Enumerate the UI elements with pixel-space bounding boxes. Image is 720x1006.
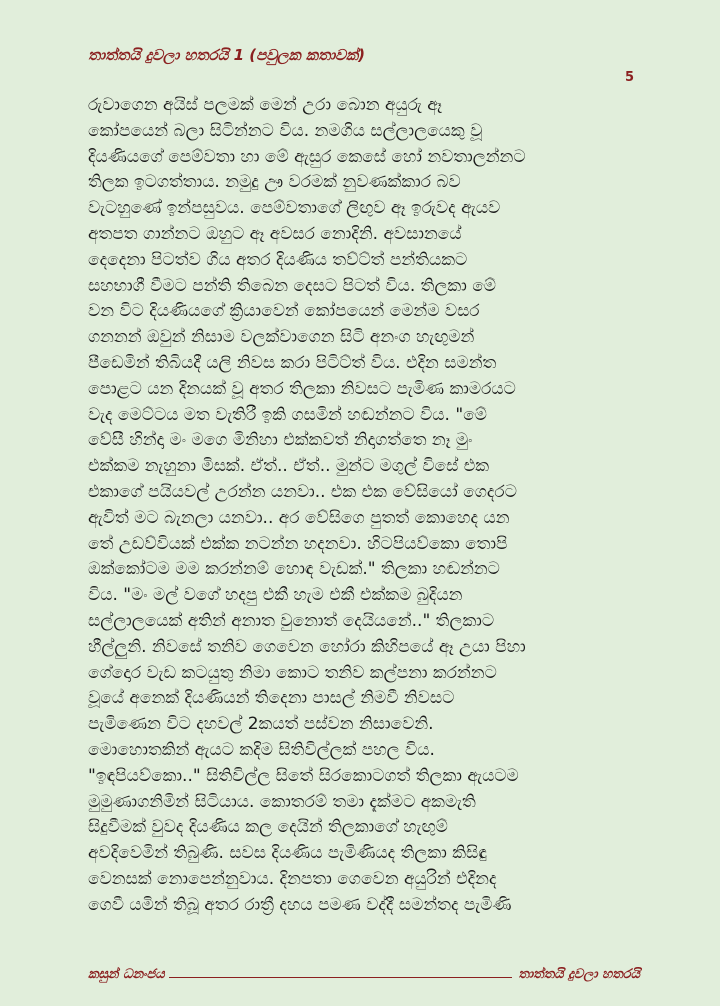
- body-line: පීඩෙමින් තිබියදී යලි නිවස කරා පිටිට්ත් විය. එදින සමන්ත: [88, 352, 497, 373]
- body-line: ඇවිත් මට බැනලා යනවා.. අර වේසිගෙ පුතත් කොහෙද යන: [88, 507, 510, 528]
- body-line: පැමිණෙන විට දහවල් 2කයත් පස්වන නිසාවෙනි.: [88, 714, 434, 735]
- body-line: සහභාගී වීමට පන්ති තිබෙන දෙසට පිටත් විය. තිලකා මේ: [88, 275, 497, 296]
- body-line: ගෙවී යමින් තිබූ අතර රාත්‍රී දහය පමණ වද්දී සමන්තද පැමිණි: [88, 894, 512, 915]
- body-line: වූයේ අනෙක් දියණියන් තිදෙනා පාසල් නිමවී නිවසට: [88, 688, 455, 709]
- body-line: අවදිවෙමින් තිබුණි. සවස දියණිය පැමිණියද තිලකා කිසිඳු: [88, 843, 487, 864]
- header-title: තාත්තයි දුවලා හතරයි 1 (පවුලක කතාවක්): [88, 46, 366, 64]
- body-line: අතපත ගාන්නට ඔහුට ඈ අවසර නොදිනි. අවසානයේ: [88, 223, 462, 244]
- body-line: මුමුණාගනිමින් සිටියාය. කොතරම් තමා දැක්මට අකමැති: [88, 791, 476, 812]
- body-line: වෙනසක් නොපෙන්නුවාය. දිනපතා ගෙවෙන අයුරින් එදිනද: [88, 868, 497, 889]
- footer-rule: [169, 976, 513, 978]
- body-line: රුවාගෙන අයිස් පලමක් මෙන් උරා බොන අයුරු ඈ: [88, 95, 443, 115]
- body-line: තිලක ඉටගත්තාය. නමුදු ඌ වරමක් නුවණක්කාර බව: [88, 172, 461, 193]
- body-line: සිදුවීමක් වුවද දියණිය කල දෙයින් තිලකාගේ හැඟුම්: [88, 817, 448, 838]
- body-line: එකාගේ පයියවල් උරන්න යනවා.. එක එක වේසියෝ ගෙදරට: [88, 481, 517, 502]
- page-number: 5: [624, 70, 634, 85]
- body-line: හීල්ලුනි. නිවසේ තනිව ගෙවෙන හෝරා කිහිපයේ ඈ උයා පිහා: [88, 636, 526, 657]
- body-line: වැටහුණේ ඉන්පසුවය. පෙම්වතාගේ ලිඟුව ඈ ඉරුවද ඇයව: [88, 198, 501, 219]
- body-line: සල්ලාලයෙක් අතින් අනාත වුනොත් දෙයියනේ.." තිලකාට: [88, 610, 495, 631]
- body-line: වැද මෙට්ටය මත වැතිරී ඉකි ගසමින් හඬන්නට විය. "මේ: [88, 404, 487, 425]
- body-line: එක්කම නැහුනා මිසක්. ඒත්.. ඒත්.. මුන්ට මගුල් විසේ එක: [88, 456, 490, 477]
- body-line: වන විට දියණියගේ ක්‍රියාවෙන් කෝපයෙන් මෙන්ම වසර: [88, 301, 480, 322]
- body-line: දෙදෙනා පිටත්ව ගිය අතර දියණිය තව්ට්ත් පන්තියකට: [88, 249, 468, 270]
- body-line: "ඉඳපියව්කො.." සිතිවිල්ල සිතේ සිරකොටගත් තිලකා ඇයටම: [88, 765, 519, 786]
- footer-author: කසුන් ධනංජය: [88, 967, 165, 982]
- body-line: ගේදොර වැඩ කටයුතු නිමා කොට තනිව කල්පනා කරන්නට: [88, 662, 497, 683]
- body-line: වේසී හින්දා මං මගෙ මිනිහා එක්කවත් නිදාගත්තෙ නෑ මුං: [88, 430, 473, 451]
- footer-book-title: තාත්තයි දුවලා හතරයි: [518, 967, 640, 982]
- body-line: මොහොතකින් ඇයට කදිම සිතිවිල්ලක් පහල විය.: [88, 739, 435, 760]
- body-line: විය. "මං මල් වගේ හදපු එකී හැම එකී එක්කම බුදියන: [88, 585, 463, 606]
- body-line: පොළට යන දිනයක් වූ අතර තිලකා නිවසට පැමිණ කාමරයට: [88, 378, 516, 399]
- body-text: [88, 93, 640, 919]
- body-line: ගනනන් ඔවුන් නිසාම වලක්වාගෙන සිටි අනංග හැඟුමන්: [88, 327, 475, 348]
- body-line: දියණියගේ පෙම්වතා හා මේ ඇසුර කෙසේ හෝ නවතාලන්නට: [88, 146, 526, 167]
- body-line: කෝපයෙන් බලා සිටින්නට විය. නමගිය සල්ලාලයෙකු වූ: [88, 120, 483, 141]
- page-footer: [88, 958, 640, 982]
- body-line: තේ උඩව්වියක් එක්ක නටන්න හදනවා. හිටපියව්කො තොපි: [88, 533, 508, 554]
- body-line: ඔක්කෝටම මම කරන්නම් හොඳ වැඩක්." තිලකා හඬන්නට: [88, 559, 500, 580]
